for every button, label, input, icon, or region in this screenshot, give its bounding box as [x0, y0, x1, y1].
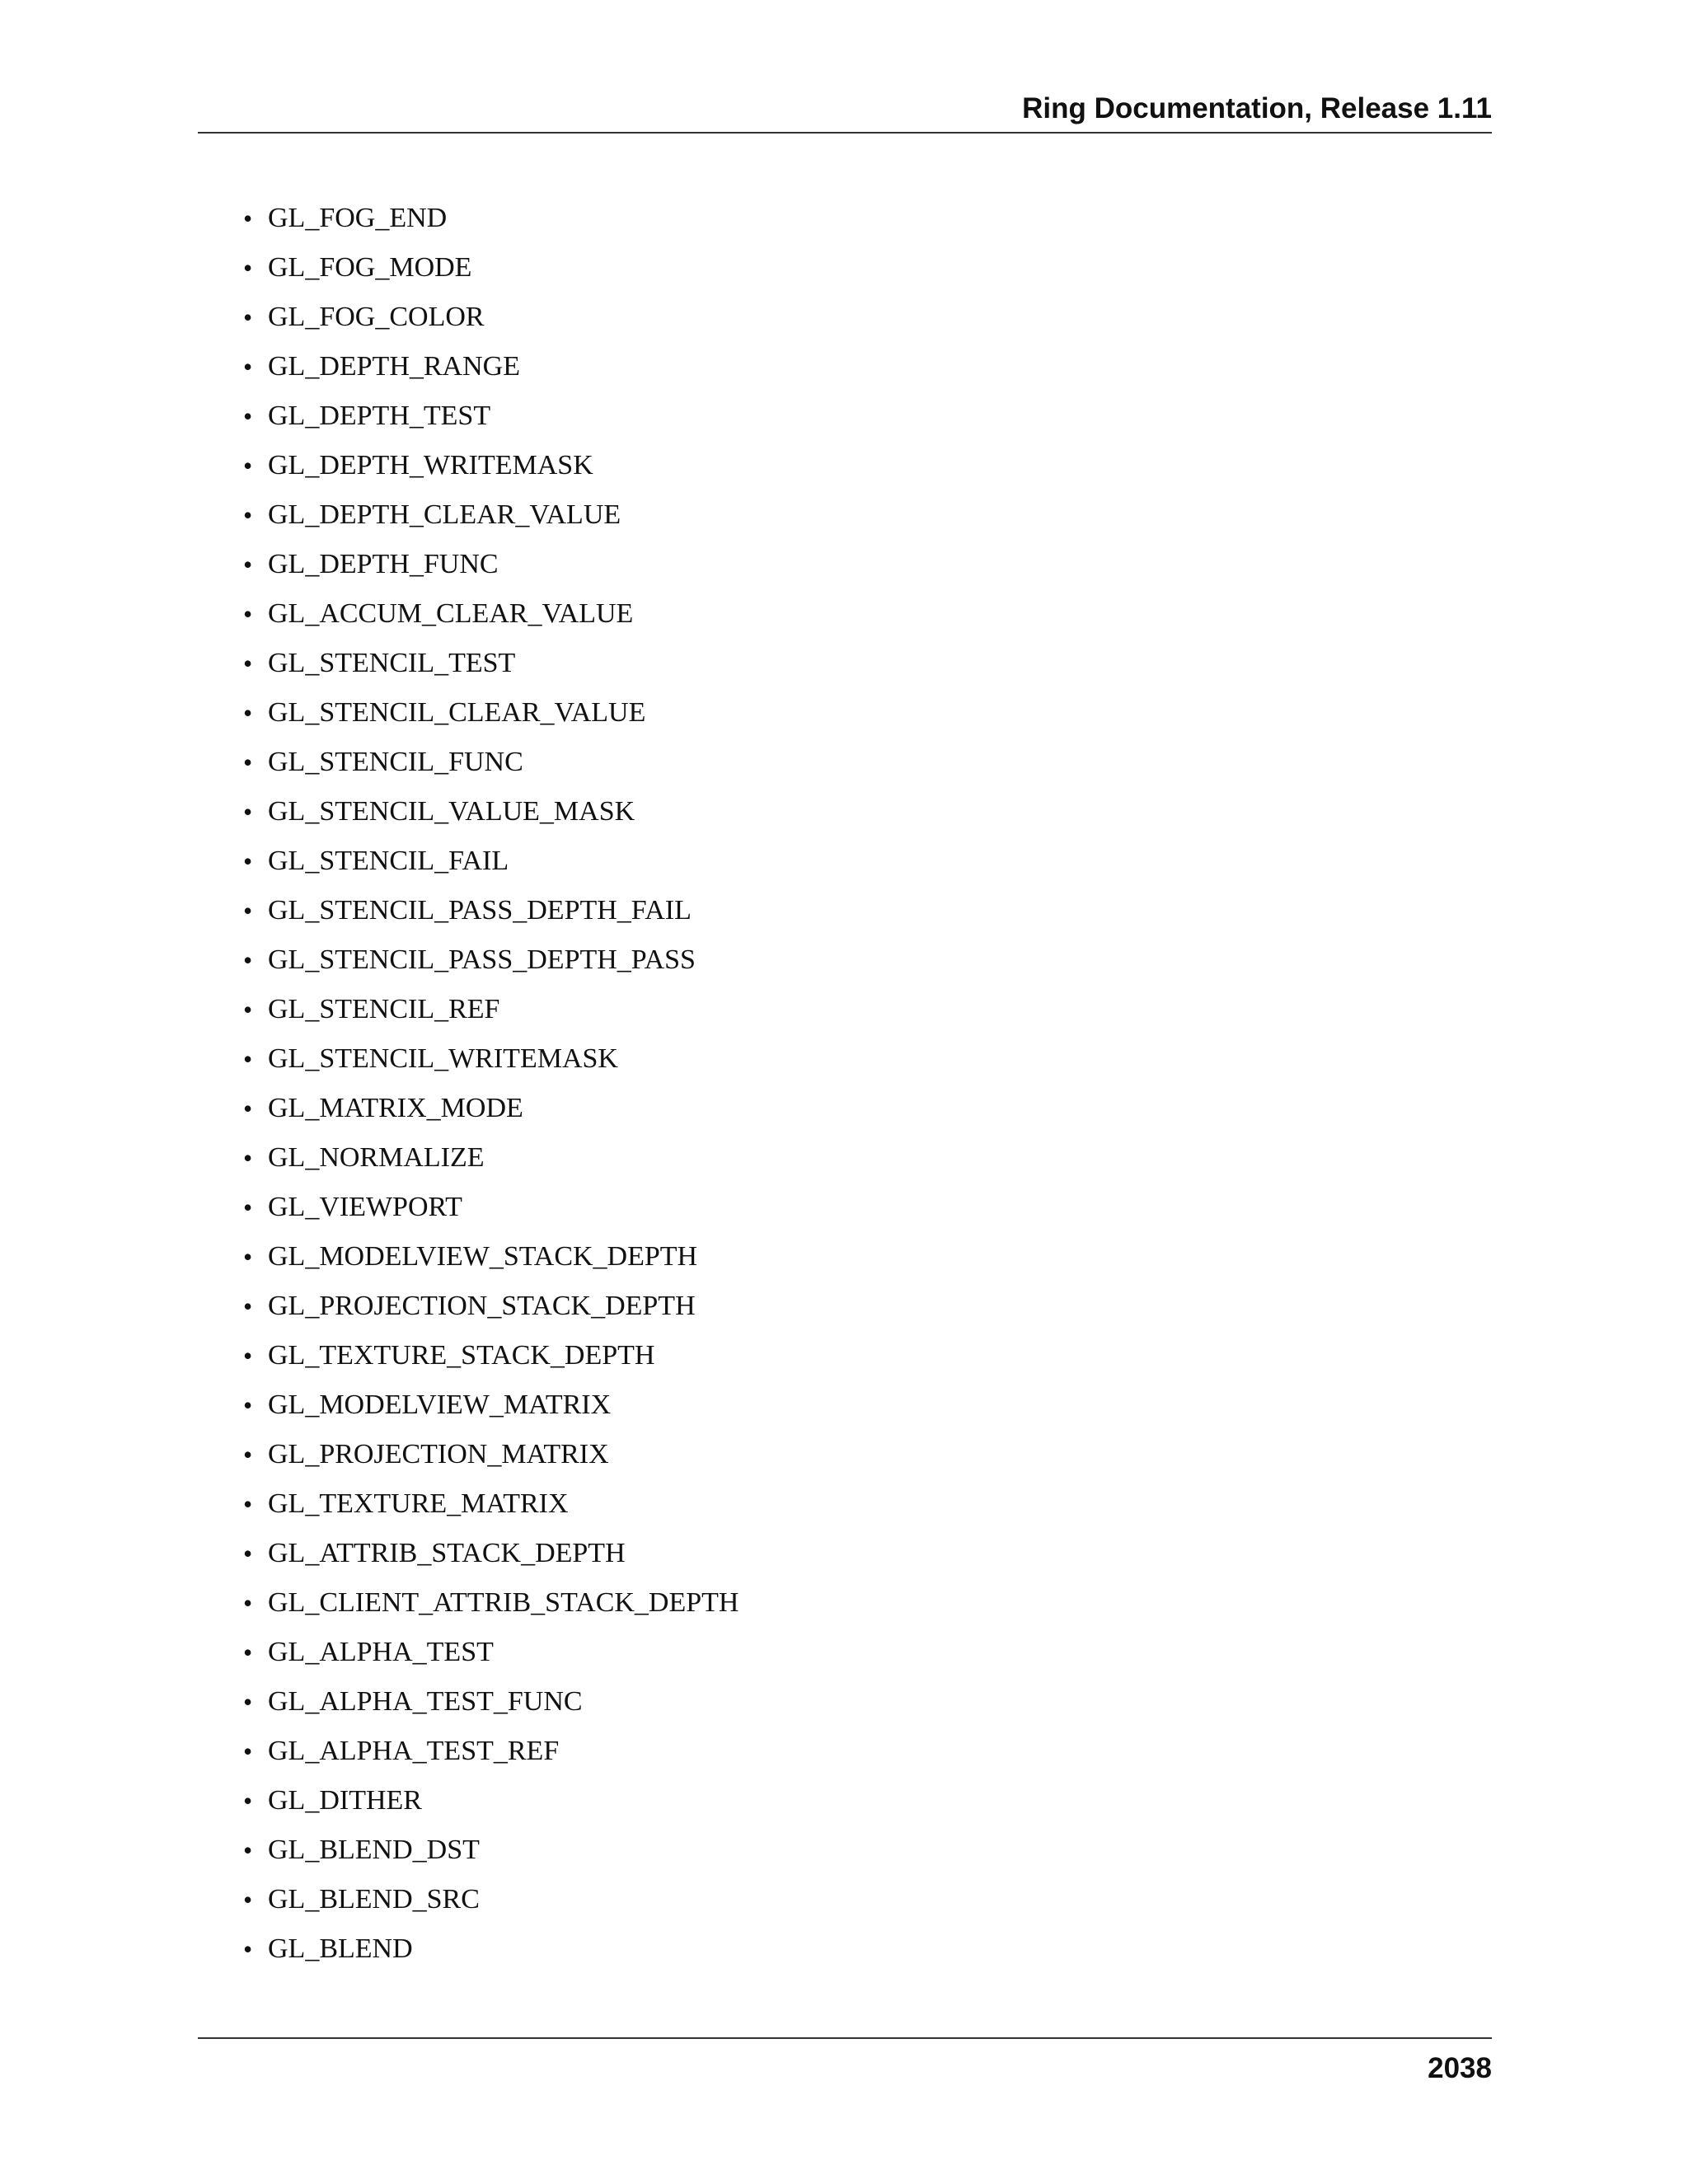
list-item [243, 688, 738, 738]
list-item [243, 1034, 738, 1084]
bullet-icon: • [243, 550, 253, 579]
list-item [243, 1331, 738, 1380]
bullet-icon: • [243, 1934, 253, 1964]
list-item-text: GL_BLEND [268, 1933, 413, 1964]
list-item-text: GL_DEPTH_RANGE [268, 351, 520, 382]
list-item-text: GL_FOG_END [268, 203, 448, 233]
list-item [243, 1183, 738, 1232]
bullet-icon: • [243, 1835, 253, 1865]
bullet-icon: • [243, 748, 253, 777]
bullet-icon: • [243, 1736, 253, 1766]
bullet-icon: • [243, 896, 253, 926]
list-item-text: GL_DITHER [268, 1785, 422, 1816]
header-title: Ring Documentation, Release 1.11 [1022, 92, 1492, 124]
list-item [243, 1825, 738, 1875]
list-item-text: GL_DEPTH_CLEAR_VALUE [268, 499, 621, 530]
list-item [243, 1727, 738, 1776]
bullet-icon: • [243, 1193, 253, 1222]
list-item [243, 1430, 738, 1479]
list-item [243, 1380, 738, 1430]
list-item [243, 1479, 738, 1529]
bullet-icon: • [243, 401, 253, 431]
page-header [198, 91, 1492, 134]
bullet-icon: • [243, 302, 253, 332]
list-item-text: GL_ACCUM_CLEAR_VALUE [268, 598, 634, 629]
list-item-text: GL_STENCIL_REF [268, 994, 500, 1024]
bullet-icon: • [243, 698, 253, 728]
list-item [243, 738, 738, 787]
bullet-icon: • [243, 1044, 253, 1074]
list-item [243, 1776, 738, 1825]
list-item-text: GL_STENCIL_PASS_DEPTH_PASS [268, 944, 696, 975]
list-item [243, 1578, 738, 1628]
bullet-icon: • [243, 599, 253, 629]
list-item [243, 243, 738, 293]
list-item-text: GL_PROJECTION_STACK_DEPTH [268, 1291, 696, 1321]
bullet-icon: • [243, 846, 253, 876]
list-item-text: GL_VIEWPORT [268, 1192, 462, 1222]
page-number: 2038 [1428, 2052, 1492, 2084]
bullet-icon: • [243, 1885, 253, 1915]
bullet-icon: • [243, 1143, 253, 1173]
list-item [243, 985, 738, 1034]
list-item [243, 837, 738, 886]
list-item-text: GL_DEPTH_WRITEMASK [268, 450, 593, 480]
list-item [243, 1529, 738, 1578]
list-item-text: GL_MATRIX_MODE [268, 1093, 523, 1123]
list-item-text: GL_ALPHA_TEST_REF [268, 1736, 560, 1766]
list-item [243, 1875, 738, 1924]
list-item [243, 391, 738, 441]
list-item [243, 194, 738, 243]
list-item [243, 293, 738, 342]
list-item-text: GL_STENCIL_TEST [268, 648, 516, 678]
bullet-icon: • [243, 1341, 253, 1371]
list-item [243, 540, 738, 589]
bullet-icon: • [243, 649, 253, 678]
list-item-text: GL_FOG_COLOR [268, 302, 485, 332]
list-item-text: GL_TEXTURE_MATRIX [268, 1488, 569, 1519]
list-item-text: GL_ALPHA_TEST_FUNC [268, 1686, 583, 1717]
list-item-text: GL_STENCIL_WRITEMASK [268, 1043, 618, 1074]
list-item-text: GL_ATTRIB_STACK_DEPTH [268, 1538, 626, 1568]
page-footer [198, 2037, 1492, 2084]
bullet-icon: • [243, 945, 253, 975]
list-item [243, 490, 738, 540]
bullet-icon: • [243, 1588, 253, 1618]
list-item-text: GL_STENCIL_FAIL [268, 846, 509, 876]
list-item-text: GL_DEPTH_FUNC [268, 549, 499, 579]
bullet-icon: • [243, 1094, 253, 1123]
bullet-icon: • [243, 1786, 253, 1816]
bullet-icon: • [243, 1242, 253, 1272]
list-item-text: GL_STENCIL_VALUE_MASK [268, 796, 635, 827]
bullet-icon: • [243, 797, 253, 827]
bullet-icon: • [243, 253, 253, 283]
list-item [243, 1084, 738, 1133]
list-item [243, 1628, 738, 1677]
bullet-icon: • [243, 352, 253, 382]
list-item-text: GL_PROJECTION_MATRIX [268, 1439, 609, 1469]
list-item [243, 441, 738, 490]
list-item-text: GL_ALPHA_TEST [268, 1637, 494, 1667]
list-item-text: GL_FOG_MODE [268, 252, 472, 283]
bullet-icon: • [243, 995, 253, 1024]
list-item-text: GL_STENCIL_CLEAR_VALUE [268, 697, 646, 728]
bullet-icon: • [243, 1489, 253, 1519]
list-item [243, 1282, 738, 1331]
list-item-text: GL_NORMALIZE [268, 1142, 485, 1173]
bullet-icon: • [243, 1390, 253, 1420]
list-item-text: GL_BLEND_SRC [268, 1884, 480, 1915]
list-item [243, 639, 738, 688]
list-item [243, 886, 738, 935]
list-item [243, 935, 738, 985]
list-item-text: GL_BLEND_DST [268, 1835, 480, 1865]
list-item [243, 787, 738, 837]
bullet-icon: • [243, 1291, 253, 1321]
list-item-text: GL_DEPTH_TEST [268, 401, 491, 431]
list-item [243, 1924, 738, 1974]
list-item [243, 589, 738, 639]
list-item [243, 1232, 738, 1282]
bullet-icon: • [243, 1440, 253, 1469]
bullet-icon: • [243, 1539, 253, 1568]
bullet-icon: • [243, 500, 253, 530]
list-item-text: GL_STENCIL_FUNC [268, 747, 523, 777]
list-item [243, 1677, 738, 1727]
bullet-icon: • [243, 1687, 253, 1717]
list-item-text: GL_MODELVIEW_STACK_DEPTH [268, 1241, 698, 1272]
bullet-icon: • [243, 204, 253, 233]
list-item-text: GL_CLIENT_ATTRIB_STACK_DEPTH [268, 1587, 739, 1618]
list-item-text: GL_TEXTURE_STACK_DEPTH [268, 1340, 655, 1371]
list-item-text: GL_STENCIL_PASS_DEPTH_FAIL [268, 895, 692, 926]
list-item-text: GL_MODELVIEW_MATRIX [268, 1390, 612, 1420]
list-item [243, 1133, 738, 1183]
list-item [243, 342, 738, 391]
bullet-icon: • [243, 1638, 253, 1667]
constant-list [243, 194, 738, 1974]
bullet-icon: • [243, 451, 253, 480]
